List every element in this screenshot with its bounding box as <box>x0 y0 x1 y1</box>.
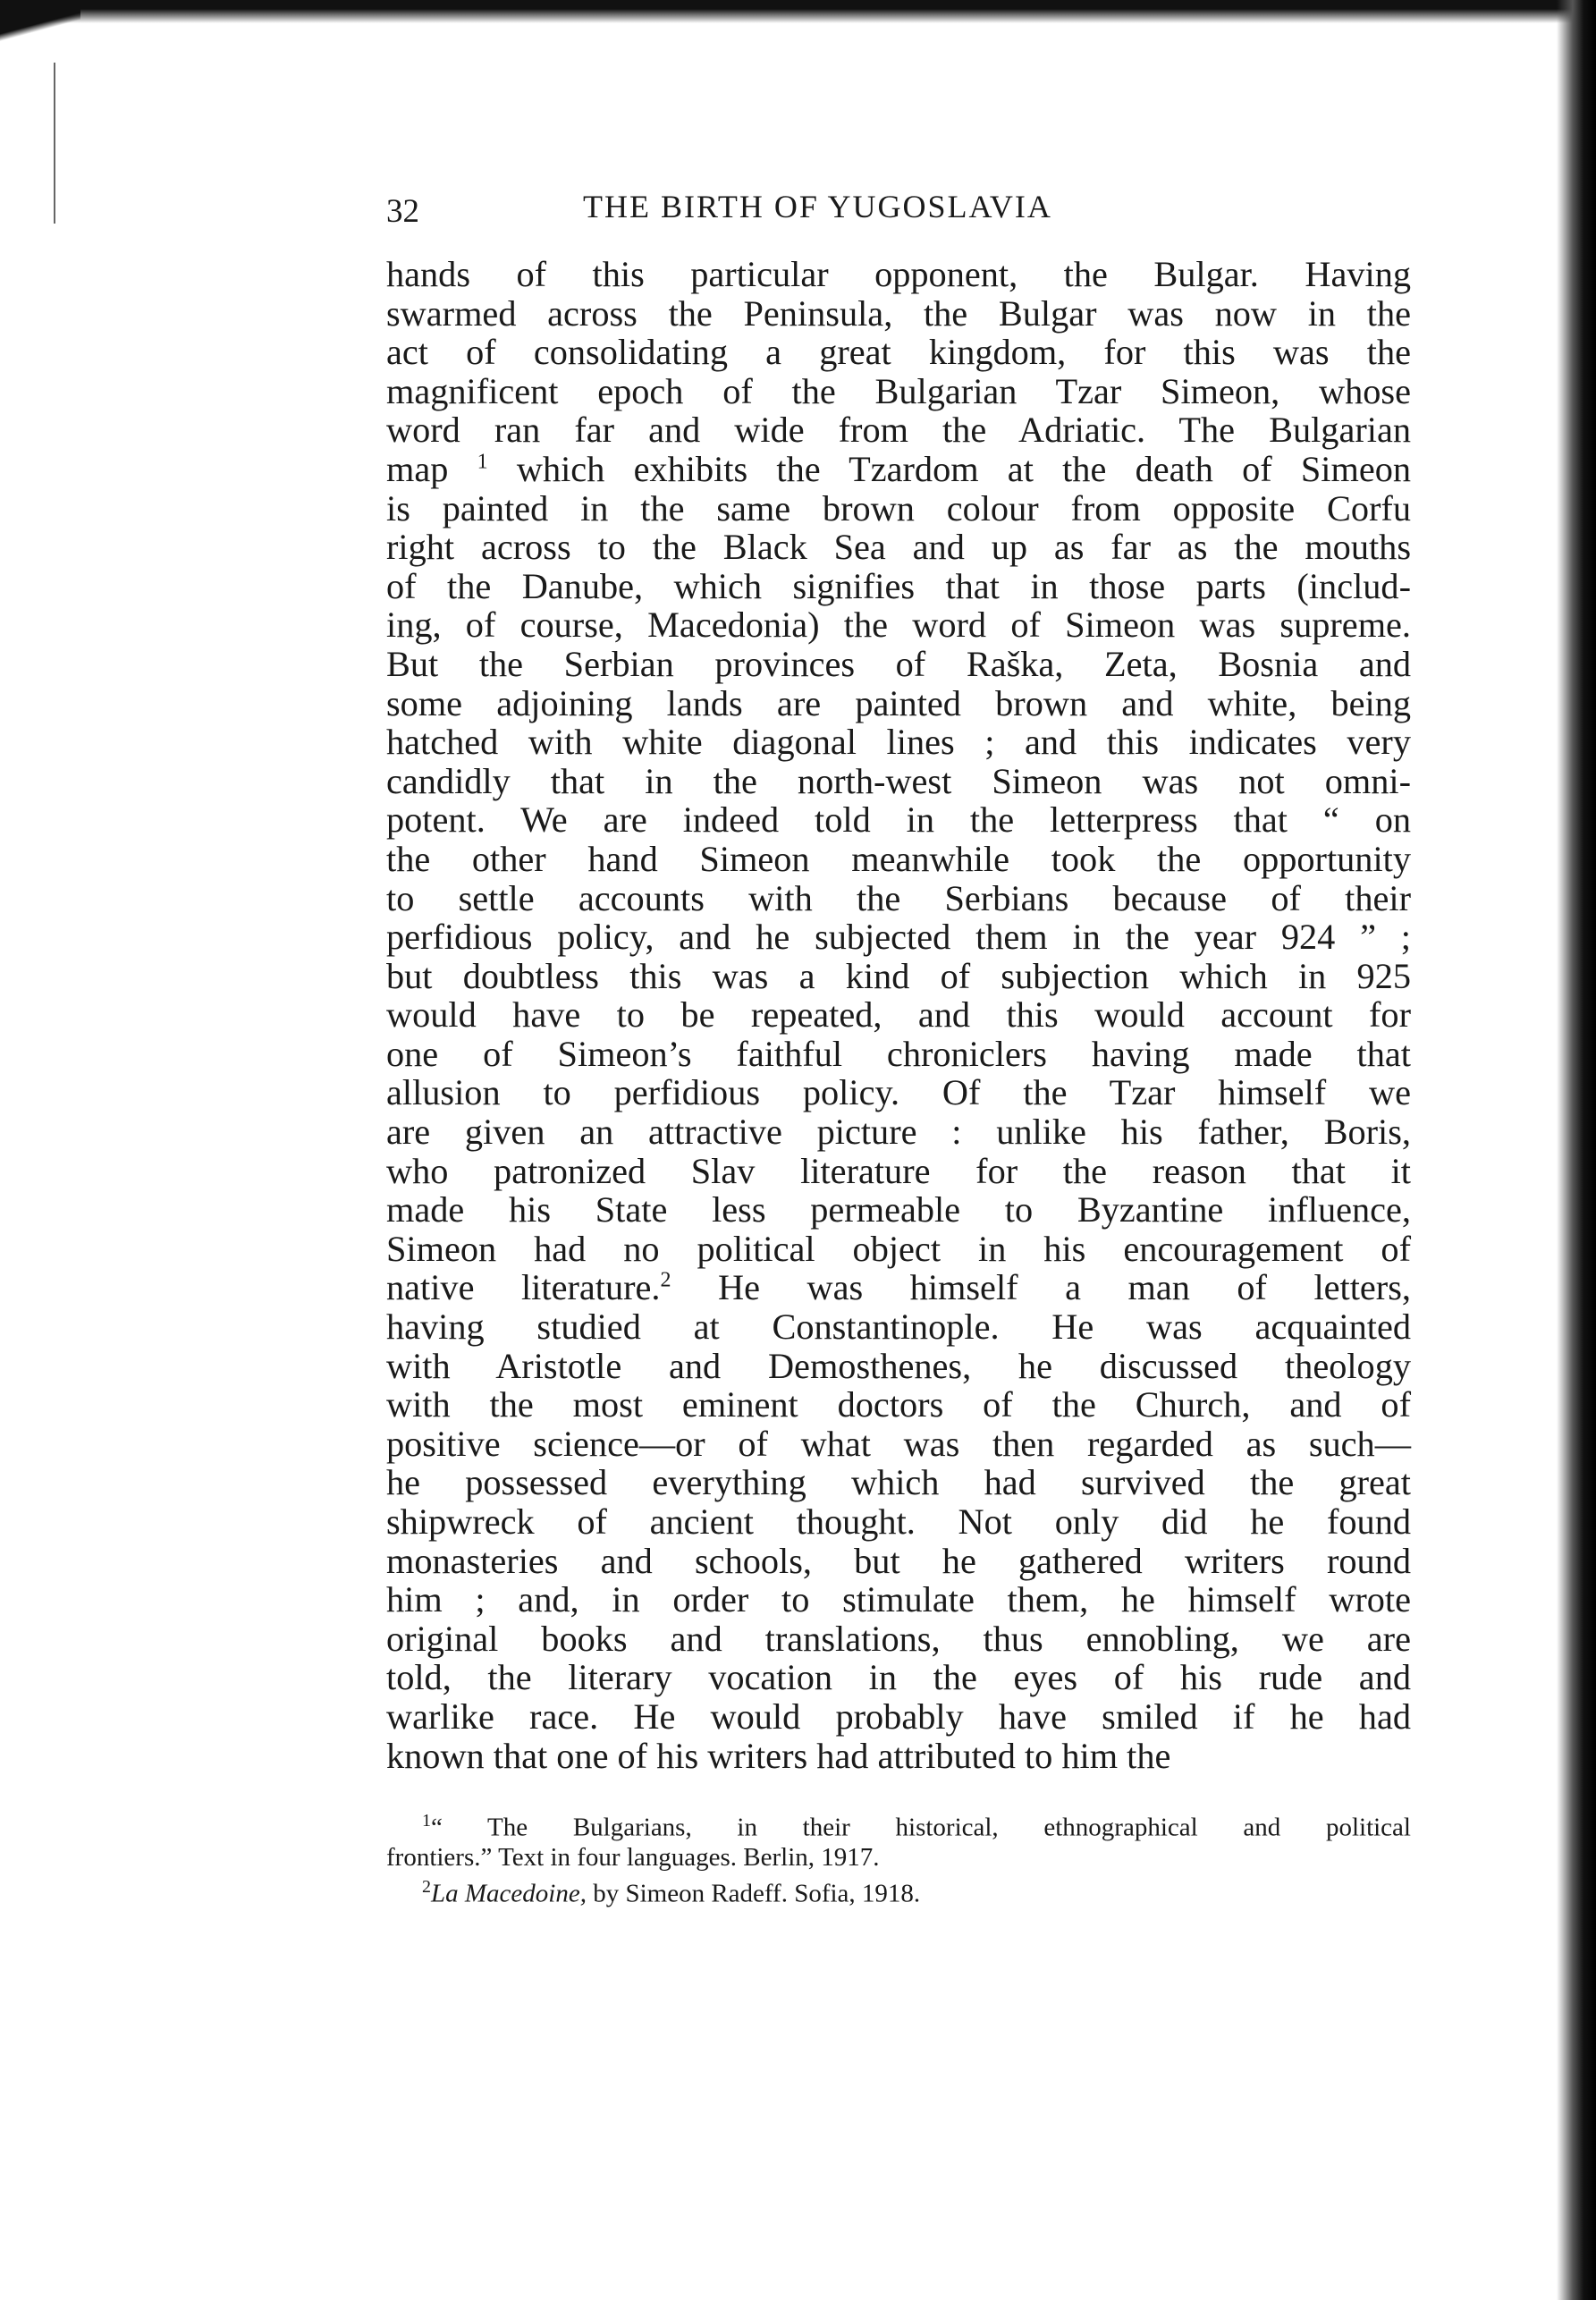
text-line: hands of this particular opponent, the Bulgar. Having <box>386 254 1411 294</box>
text-line: are given an attractive picture : unlike his father, Boris, <box>386 1112 1411 1153</box>
scan-edge-top <box>0 0 1596 23</box>
text-line: he possessed everything which had survived the great <box>386 1462 1411 1503</box>
text-line: shipwreck of ancient thought. Not only did he found <box>386 1501 1411 1542</box>
footnote-marker: 1 <box>422 1811 431 1831</box>
footnote-1-line-2: frontiers.” Text in four languages. Berlin, 1917. <box>386 1842 880 1872</box>
text-line: told, the literary vocation in the eyes of his rude and <box>386 1657 1411 1698</box>
text-line: candidly that in the north-west Simeon was not omni- <box>386 760 1411 801</box>
footnote-text: by Simeon Radeff. Sofia, 1918. <box>586 1879 921 1908</box>
text-line: allusion to perfidious policy. Of the Tzar himself we <box>386 1072 1411 1113</box>
text-line: warlike race. He would probably have smiled if he had <box>386 1695 1411 1737</box>
text-line: one of Simeon’s faithful chroniclers having made that <box>386 1033 1411 1074</box>
footnote-ref-2: 2 <box>660 1269 671 1293</box>
footnote-marker: 2 <box>422 1876 431 1897</box>
scan-edge-left-mark <box>54 63 55 224</box>
text-line: Simeon had no political object in his encouragement of <box>386 1228 1411 1269</box>
text-line: monasteries and schools, but he gathered writers round <box>386 1540 1411 1581</box>
text-line: with the most eminent doctors of the Church, and of <box>386 1384 1411 1425</box>
text-line: the other hand Simeon meanwhile took the opportunity <box>386 838 1411 879</box>
text-line: to settle accounts with the Serbians because of their <box>386 877 1411 918</box>
text-line: some adjoining lands are painted brown and white, being <box>386 682 1411 723</box>
text-line: potent. We are indeed told in the letterpress that “ on <box>386 799 1411 841</box>
footnotes <box>386 1806 1411 1908</box>
text-line: made his State less permeable to Byzantine influence, <box>386 1189 1411 1230</box>
running-head <box>386 183 1411 237</box>
text-fragment: native literature. <box>386 1267 661 1308</box>
footnote-text: “ The Bulgarians, in their historical, ethnographical and political <box>431 1813 1411 1842</box>
scan-edge-right <box>1557 0 1596 2300</box>
footnote-book-title: La Macedoine, <box>431 1879 587 1908</box>
text-line: But the Serbian provinces of Raška, Zeta, Bosnia and <box>386 643 1411 684</box>
text-fragment: He was himself a man of letters, <box>718 1267 1411 1308</box>
text-line: magnificent epoch of the Bulgarian Tzar Simeon, whose <box>386 370 1411 411</box>
text-line <box>386 1268 1411 1307</box>
text-line: swarmed across the Peninsula, the Bulgar was now in the <box>386 292 1411 334</box>
text-line: ing, of course, Macedonia) the word of Simeon was supreme. <box>386 605 1411 646</box>
body-text <box>386 255 1411 1775</box>
text-line: having studied at Constantinople. He was acquainted <box>386 1306 1411 1348</box>
text-line: act of consolidating a great kingdom, for this was the <box>386 332 1411 373</box>
text-line: him ; and, in order to stimulate them, he himself wrote <box>386 1579 1411 1620</box>
footnote-2 <box>386 1873 1411 1909</box>
running-title: THE BIRTH OF YUGOSLAVIA <box>583 189 1052 224</box>
text-line: original books and translations, thus ennobling, we are <box>386 1618 1411 1659</box>
page-number: 32 <box>386 193 419 230</box>
text-line: of the Danube, which signifies that in those parts (includ- <box>386 565 1411 606</box>
text-line: with Aristotle and Demosthenes, he discussed theology <box>386 1345 1411 1386</box>
text-line: hatched with white diagonal lines ; and this indicates very <box>386 722 1411 763</box>
text-line: positive science—or of what was then regarded as such— <box>386 1423 1411 1464</box>
text-fragment: which exhibits the Tzardom at the death of Simeon <box>516 448 1411 489</box>
text-line: perfidious policy, and he subjected them in the year 924 ” ; <box>386 917 1411 958</box>
text-line: would have to be repeated, and this would account for <box>386 994 1411 1036</box>
text-line: known that one of his writers had attributed to him the <box>386 1735 1171 1776</box>
text-line: is painted in the same brown colour from opposite Corfu <box>386 487 1411 528</box>
scan-corner-shadow <box>0 0 80 54</box>
text-line: but doubtless this was a kind of subjection which in 925 <box>386 955 1411 996</box>
footnote-ref-1: 1 <box>477 450 488 474</box>
footnote-1-line-1 <box>386 1806 1411 1843</box>
text-line: who patronized Slav literature for the reason that it <box>386 1150 1411 1191</box>
text-fragment: map <box>386 448 449 489</box>
text-line: word ran far and wide from the Adriatic. The Bulgarian <box>386 410 1411 451</box>
book-page <box>386 183 1411 1908</box>
text-line: right across to the Black Sea and up as far as the mouths <box>386 527 1411 568</box>
text-line <box>386 450 1411 489</box>
